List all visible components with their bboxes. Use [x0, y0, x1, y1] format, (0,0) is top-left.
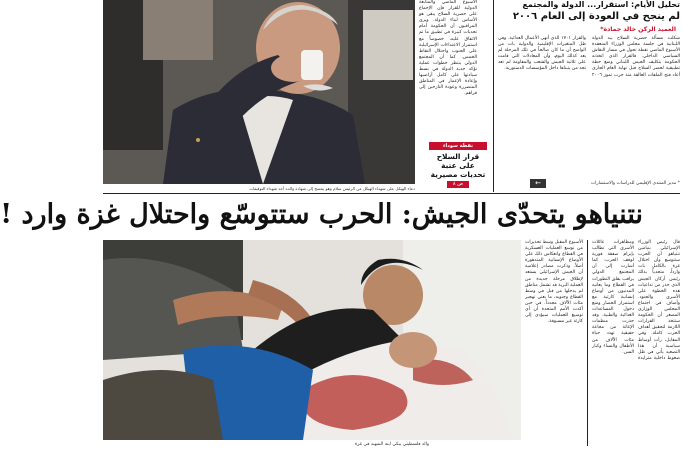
top-right-kicker: تحليل الأيام: استقرار... الدولة والمجتمع	[522, 0, 680, 9]
bottom-photo-caption: والد فلسطيني يبكي ابنه الشهيد في غزة	[354, 442, 430, 447]
bottom-photo	[103, 240, 521, 440]
top-right-arrow-icon[interactable]: ←	[530, 179, 546, 188]
top-right-byline: العميد الركن خالد حمادة*	[600, 26, 676, 33]
bottom-right-column-text: قال رئيس الوزراء الإسرائيلي بنيامين نتنياهو أن الحرب ستتوسع وأن احتلال غزة بالكامل بات وارداً، متحدياً بذلك رئيس أركان الجيش الذي حذر من تداعيات هذه الخطوة على الأسرى والجنود. وأضاف في اجتماع المجلس الوزاري المصغر أن الحكومة ستتخذ القرارات اللازمة لتحقيق أهداف الحرب كاملة. وفي المقابل، رأت أوساط سياسية أن هذا التصعيد يأتي في ظل ضغوط داخلية متزايدة ومظاهرات عائلات الأسرى التي تطالب بإبرام صفقة فورية لوقف الحرب. كما أشارت إلى أن المجتمع الدولي يراقب بقلق التطورات في القطاع وما يعانيه المدنيون من أوضاع إنسانية كارثية مع استمرار الحصار ومنع دخول المساعدات الغذائية والطبية. وقد حذرت منظمات الإغاثة من مجاعة حقيقية تهدد حياة مئات الآلاف من الأطفال والنساء وكبار السن.	[592, 240, 680, 361]
grieving-man-photo	[103, 0, 415, 184]
top-column-divider	[493, 0, 494, 192]
top-middle-column-text: الأسبوع الماضي والمتابعة الدولية للقرار فإن الإجماع على حصرية السلاح يبقى هو الأساس لبناء الدولة. ويرى المراقبون أن الحكومة أمام تحديات كبيرة في تطبيق ما تم الاتفاق عليه، خصوصاً مع استمرار الاعتداءات الإسرائيلية على الجنوب واحتلال النقاط الخمس. كما أن المجتمع الدولي ينتظر خطوات عملية تؤكد جدية الدولة في بسط سيادتها على كامل أراضيها وإعادة الإعمار في المناطق المتضررة وعودة النازحين إلى قراهم.	[419, 0, 477, 97]
feature-box-headline: قرار السلاح على عتبة تحديات مصيرية	[430, 152, 486, 179]
feature-box[interactable]	[429, 142, 487, 192]
feature-box-label: نقطة سوداء	[429, 142, 487, 150]
gaza-father-photo	[103, 240, 521, 440]
bottom-middle-column-text: الأسبوع المقبل وسط تحذيرات من توسع العمليات العسكرية في القطاع وانعكاس ذلك على الأوضاع الإنسانية المتدهورة أصلاً. وذكرت مصادر إعلامية أن الجيش الإسرائيلي يستعد لإطلاق مرحلة جديدة من العملية البرية قد تشمل مناطق لم يدخلها من قبل في وسط القطاع وجنوبه، ما يعني تهجير مئات الآلاف مجدداً. في حين أكدت الأمم المتحدة أن أي توسيع للعمليات سيؤدي إلى كارثة غير مسبوقة.	[525, 240, 583, 325]
section-divider	[103, 193, 680, 194]
top-right-body: شكلت مسألة حصرية السلاح بيد الدولة اللبنانية في جلسة مجلس الوزراء المنعقدة الأسبوع الماضي نقطة تحول في مسار النقاش السياسي الداخلي. فالقرار الذي اتخذته الحكومة بتكليف الجيش اللبناني وضع خطة تطبيقية لحصر السلاح قبل نهاية العام الجاري أعاد فتح الملفات العالقة منذ حرب تموز ٢٠٠٦ والقرار ١٧٠١ الذي أنهى الأعمال العدائية. وفي ظل المتغيرات الإقليمية والدولية بات من الواضح أن ما كان صالحاً في تلك المرحلة لم يعد كذلك اليوم، وأن المعادلات التي قامت على ثلاثية الجيش والشعب والمقاومة لم تعد تجد من يتبناها داخل المؤسسات الدستورية.	[498, 36, 680, 78]
top-photo	[103, 0, 415, 184]
main-headline[interactable]: نتنياهو يتحدّى الجيش: الحرب ستتوسّع واحتلال غزة وارد !	[0, 199, 643, 230]
top-right-headline: لم ينجح في العودة إلى العام ٢٠٠٦	[512, 11, 680, 22]
top-right-footer: * مدير المنتدى الإقليمي للدراسات والاستشارات	[590, 181, 680, 186]
top-photo-caption: دعاء الهيكل على شهداء الهيكل من الرئيس سلام وهو يمسح إلى شهادة والده أحد شهداء التوقيفات	[249, 186, 415, 191]
bottom-column-divider	[587, 240, 588, 446]
feature-box-page: ص ٨	[447, 181, 469, 188]
